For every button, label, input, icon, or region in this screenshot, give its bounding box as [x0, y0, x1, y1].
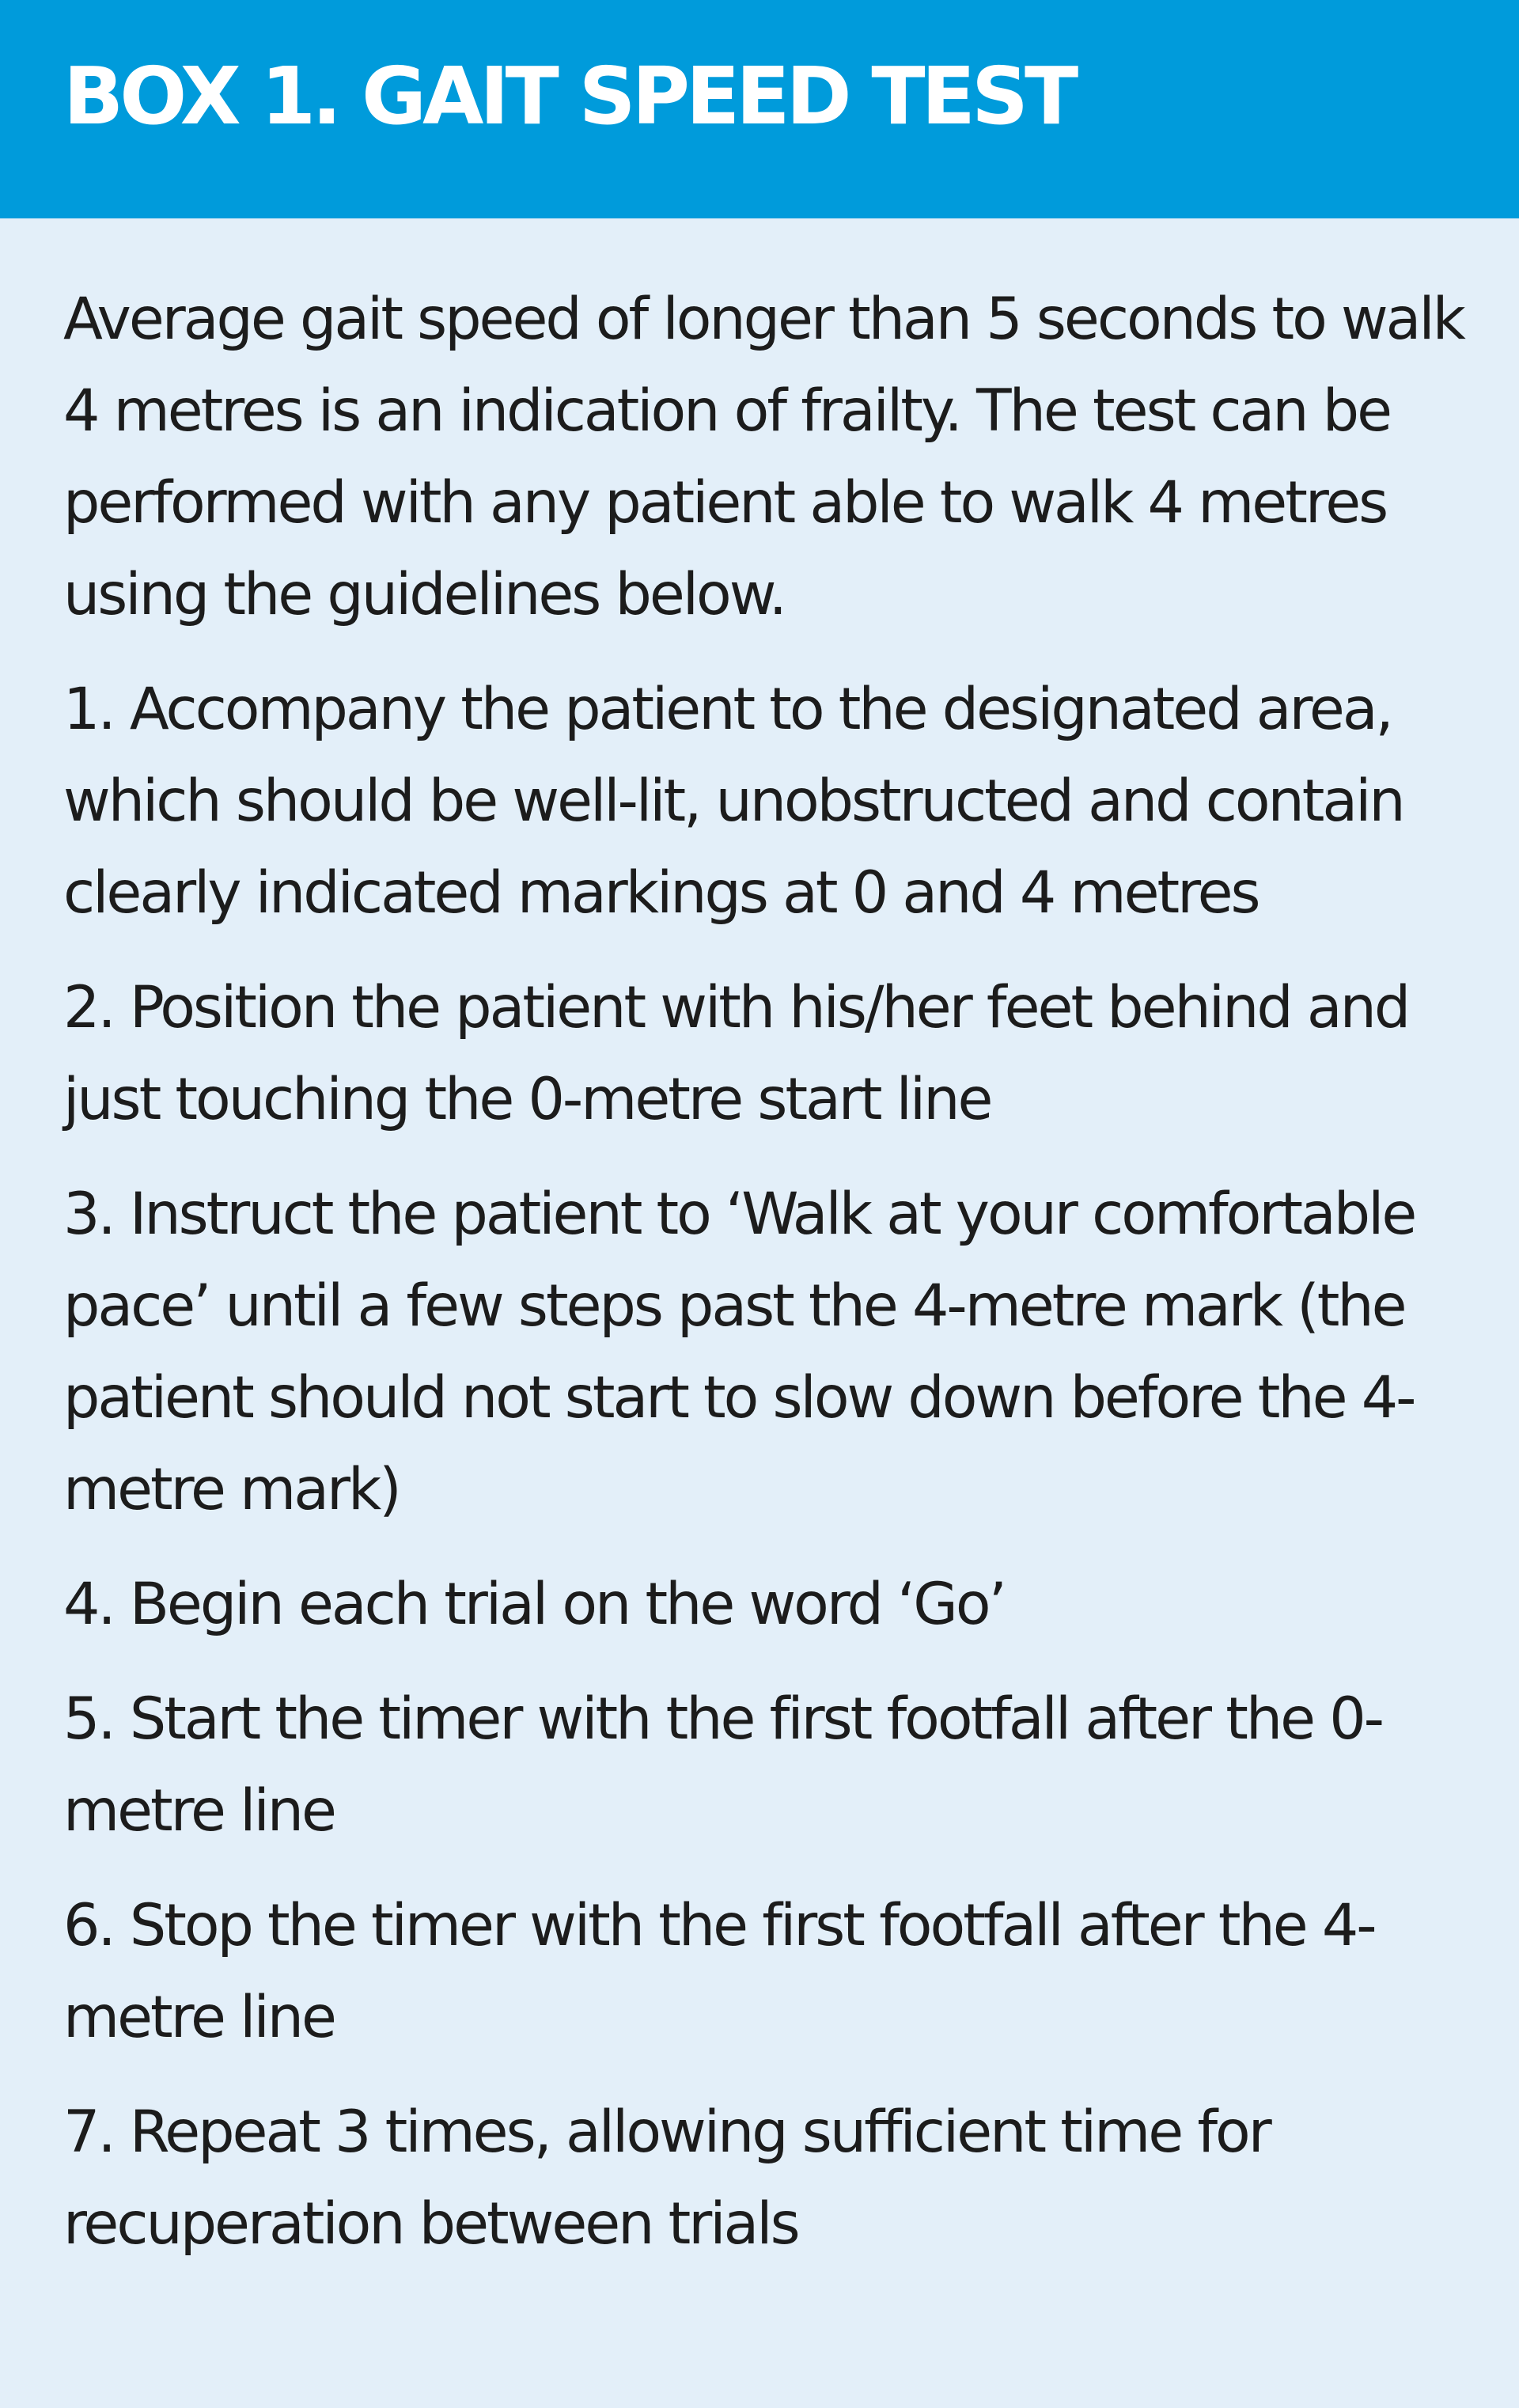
step-7: 7. Repeat 3 times, allowing sufficient time for recuperation between trials: [63, 2099, 1270, 2258]
step-2: 2. Position the patient with his/her feet behind and just touching the 0-metre start line: [63, 974, 1409, 1133]
box-title: BOX 1. GAIT SPEED TEST: [63, 50, 1075, 142]
box-header: [0, 0, 1519, 218]
box-content: [63, 274, 1472, 2293]
step-3: 3. Instruct the patient to ‘Walk at your comfortable pace’ until a few steps past the 4-metre mark (the patient should not start to slow down before the 4-metre mark): [63, 1181, 1415, 1523]
step-5: 5. Start the timer with the first footfall after the 0-metre line: [63, 1686, 1383, 1845]
step-4: 4. Begin each trial on the word ‘Go’: [63, 1571, 1005, 1638]
intro-paragraph: Average gait speed of longer than 5 seconds to walk 4 metres is an indication of frailty. The test can be performed with any patient able to walk 4 metres using the guidelines below.: [63, 286, 1464, 628]
step-6: 6. Stop the timer with the first footfall after the 4-metre line: [63, 1892, 1375, 2051]
step-1: 1. Accompany the patient to the designated area, which should be well-lit, unobstructed and contain clearly indicated markings at 0 and 4 metres: [63, 676, 1403, 927]
steps-list: [63, 664, 1472, 2270]
